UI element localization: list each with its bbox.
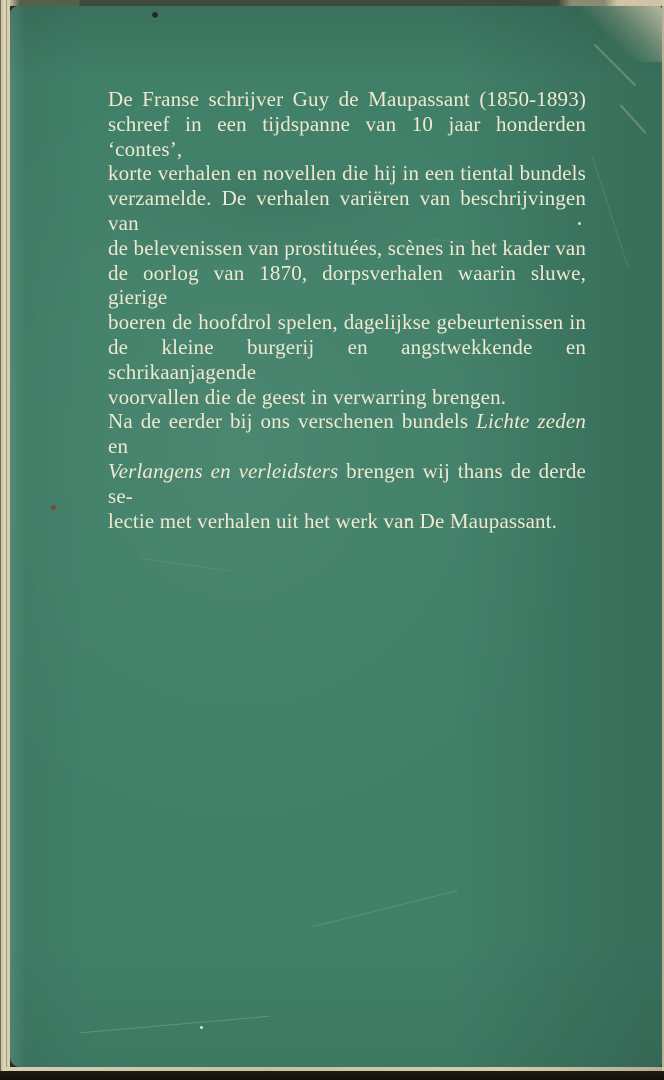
blurb-line — [108, 409, 586, 459]
blurb-line — [108, 385, 586, 410]
blurb-segment: boeren de hoofdrol spelen, dagelijkse gebeurtenissen in — [108, 310, 586, 335]
blurb-line — [108, 335, 586, 385]
blurb-line — [108, 186, 586, 236]
blurb-segment: korte verhalen en novellen die hij in een tiental bundels — [108, 161, 586, 186]
blurb-segment: de oorlog van 1870, dorpsverhalen waarin sluwe, gierige — [108, 260, 586, 310]
blurb-line — [108, 459, 586, 509]
book-title-italic: Verlangens en verleidsters — [108, 458, 339, 483]
back-cover — [10, 6, 662, 1067]
blurb-line — [108, 87, 586, 112]
blurb-segment: de kleine burgerij en angstwekkende en schrikaanjagende — [108, 334, 586, 384]
page-block-edge — [0, 0, 10, 1071]
rust-speck — [51, 505, 56, 510]
scan-bottom-strip — [0, 1071, 664, 1080]
pin-hole — [152, 12, 158, 18]
blurb-text — [108, 87, 586, 533]
blurb-line — [108, 509, 586, 534]
scratch-mark — [140, 558, 229, 572]
blurb-segment: De Franse schrijver Guy de Maupassant (1850-1893) — [108, 87, 586, 111]
blurb-line — [108, 261, 586, 311]
scratch-mark — [591, 154, 629, 268]
scratch-mark — [80, 1016, 269, 1034]
book-title-italic: Lichte zeden — [476, 409, 586, 434]
blurb-segment: brengen wij thans de derde se- — [108, 458, 586, 508]
blurb-segment: Na de eerder bij ons verschenen bundels — [108, 409, 477, 434]
blurb-line — [108, 236, 586, 261]
blurb-line — [108, 310, 586, 335]
worn-corner-top-right — [578, 6, 662, 62]
blurb-line — [108, 161, 586, 186]
wear-streak — [620, 104, 647, 134]
dust-speck — [200, 1026, 203, 1029]
blurb-segment: voorvallen die de geest in verwarring brengen. — [108, 384, 507, 409]
blurb-segment: schreef in een tijdspanne van 10 jaar honderden ‘contes’, — [108, 111, 586, 161]
blurb-segment: lectie met verhalen uit het werk van De Maupassant. — [108, 508, 558, 533]
blurb-line — [108, 112, 586, 162]
blurb-segment: verzamelde. De verhalen variëren van beschrijvingen van — [108, 186, 586, 235]
blurb-segment: de belevenissen van prostituées, scènes in het kader van — [108, 235, 586, 260]
scratch-mark — [312, 890, 458, 927]
blurb-segment: en — [108, 434, 129, 459]
